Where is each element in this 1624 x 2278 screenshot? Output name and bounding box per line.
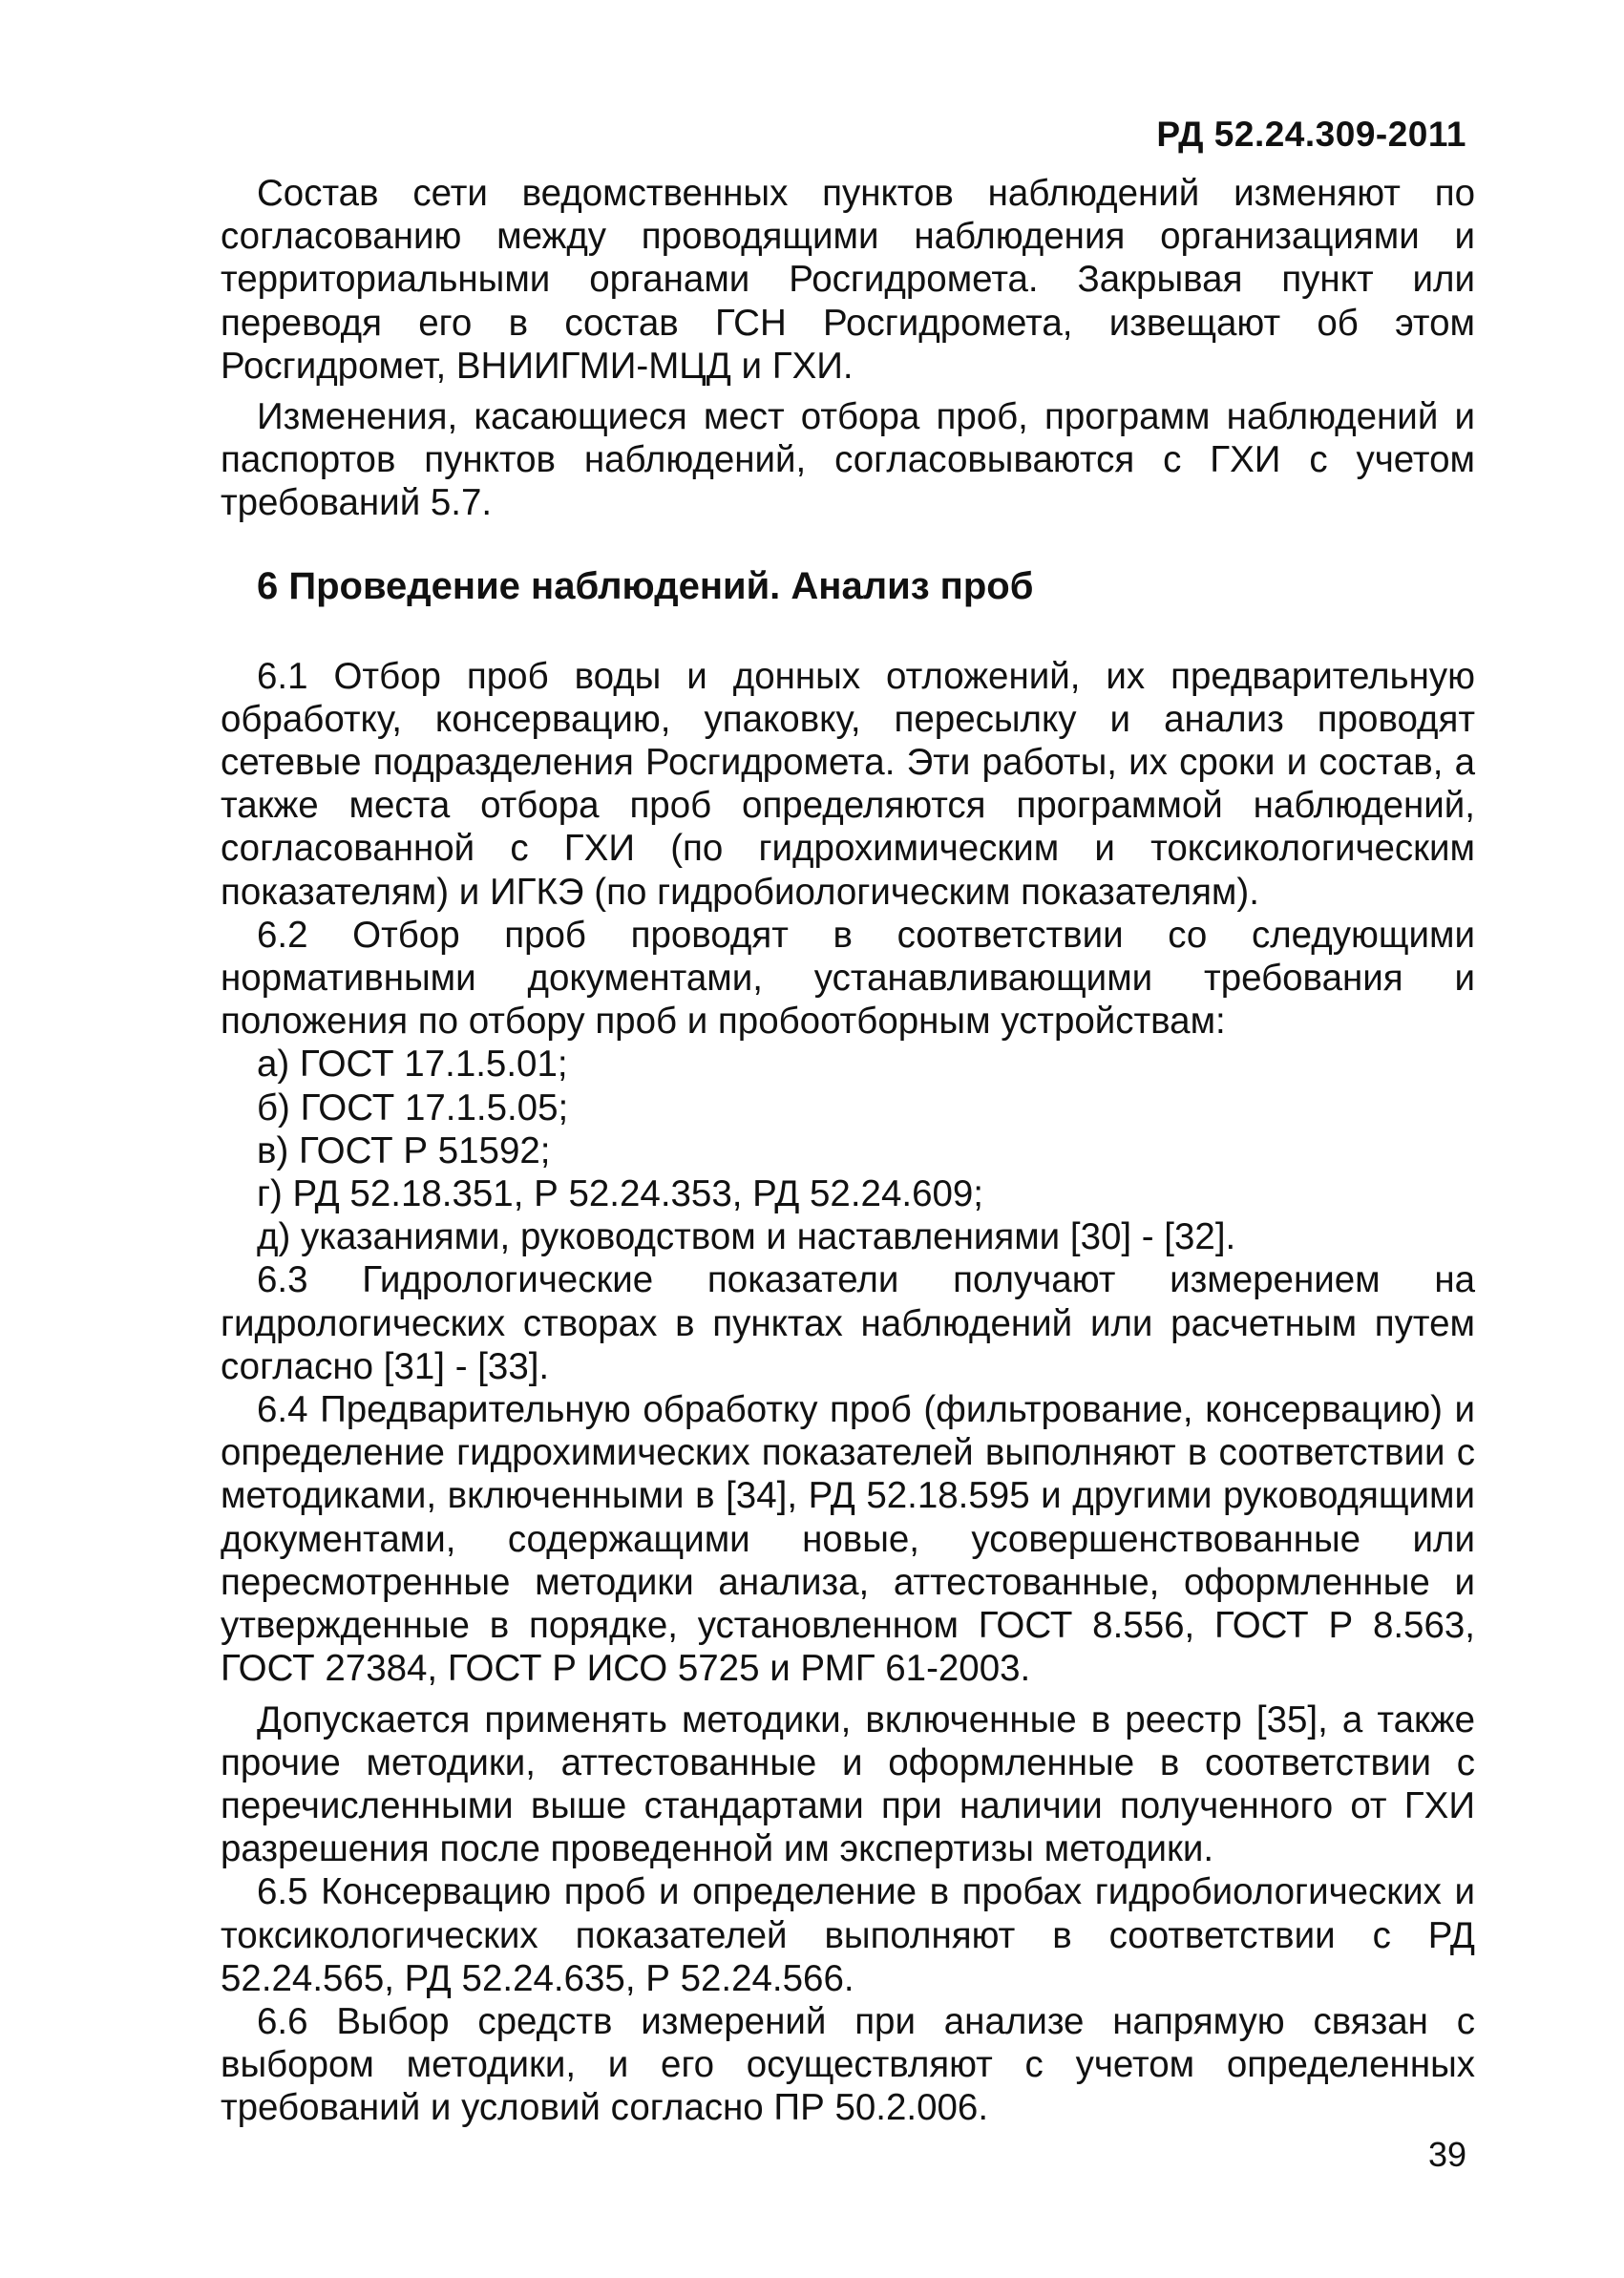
paragraph-6-4: 6.4 Предварительную обработку проб (фильтрование, консервацию) и определение гидрохимических показателей выполняют в соответствии с методиками, включенными в [34], РД 52.18.595 и другими руководящими документами, содержащими новые, усовершенствованные или пересмотренные методики анализа, аттестованные, оформленные и утвержденные в порядке, установленном ГОСТ 8.556, ГОСТ Р 8.563, ГОСТ 27384, ГОСТ Р ИСО 5725 и РМГ 61-2003. [221, 1389, 1475, 1690]
document-code-header: РД 52.24.309-2011 [1156, 115, 1466, 154]
page-number: 39 [1427, 2135, 1466, 2174]
paragraph-6-1: 6.1 Отбор проб воды и донных отложений, их предварительную обработку, консервацию, упаковку, пересылку и анализ проводят сетевые подразделения Росгидромета. Эти работы, их сроки и состав, а также места отбора проб определяются программой наблюдений, согласованной с ГХИ (по гидрохимическим и токсикологическим показателям) и ИГКЭ (по гидробиологическим показателям). [221, 655, 1475, 913]
section-heading: 6 Проведение наблюдений. Анализ проб [257, 564, 1034, 607]
list-item-b: б) ГОСТ 17.1.5.05; [257, 1086, 569, 1128]
list-item-v: в) ГОСТ Р 51592; [257, 1129, 551, 1171]
list-item-a: а) ГОСТ 17.1.5.01; [257, 1044, 568, 1086]
paragraph-6-3: 6.3 Гидрологические показатели получают измерением на гидрологических створах в пунктах наблюдений или расчетным путем согласно [31] - [33]. [221, 1259, 1475, 1387]
paragraph-6-6: 6.6 Выбор средств измерений при анализе напрямую связан с выбором методики, и его осуществляют с учетом определенных требований и условий согласно ПР 50.2.006. [221, 2000, 1475, 2129]
paragraph-6-2: 6.2 Отбор проб проводят в соответствии со следующими нормативными документами, устанавливающими требования и положения по отбору проб и пробоотборным устройствам: [221, 914, 1475, 1043]
paragraph-network-composition: Состав сети ведомственных пунктов наблюдений изменяют по согласованию между проводящими наблюдения организациями и территориальными органами Росгидромета. Закрывая пункт или переводя его в состав ГСН Росгидромета, извещают об этом Росгидромет, ВНИИГМИ-МЦД и ГХИ. [221, 173, 1475, 387]
paragraph-6-5: 6.5 Консервацию проб и определение в пробах гидробиологических и токсикологических показателей выполняют в соответствии с РД 52.24.565, РД 52.24.635, Р 52.24.566. [221, 1871, 1475, 1999]
list-item-g: г) РД 52.18.351, Р 52.24.353, РД 52.24.609; [257, 1173, 983, 1215]
paragraph-6-4-note: Допускается применять методики, включенные в реестр [35], а также прочие методики, аттестованные и оформленные в соответствии с перечисленными выше стандартами при наличии полученного от ГХИ разрешения после проведенной им экспертизы методики. [221, 1698, 1475, 1870]
paragraph-changes-approval: Изменения, касающиеся мест отбора проб, программ наблюдений и паспортов пунктов наблюдений, согласовываются с ГХИ с учетом требований 5.7. [221, 396, 1475, 524]
document-body [221, 172, 1475, 2130]
list-item-d: д) указаниями, руководством и наставлениями [30] - [32]. [257, 1216, 1236, 1258]
